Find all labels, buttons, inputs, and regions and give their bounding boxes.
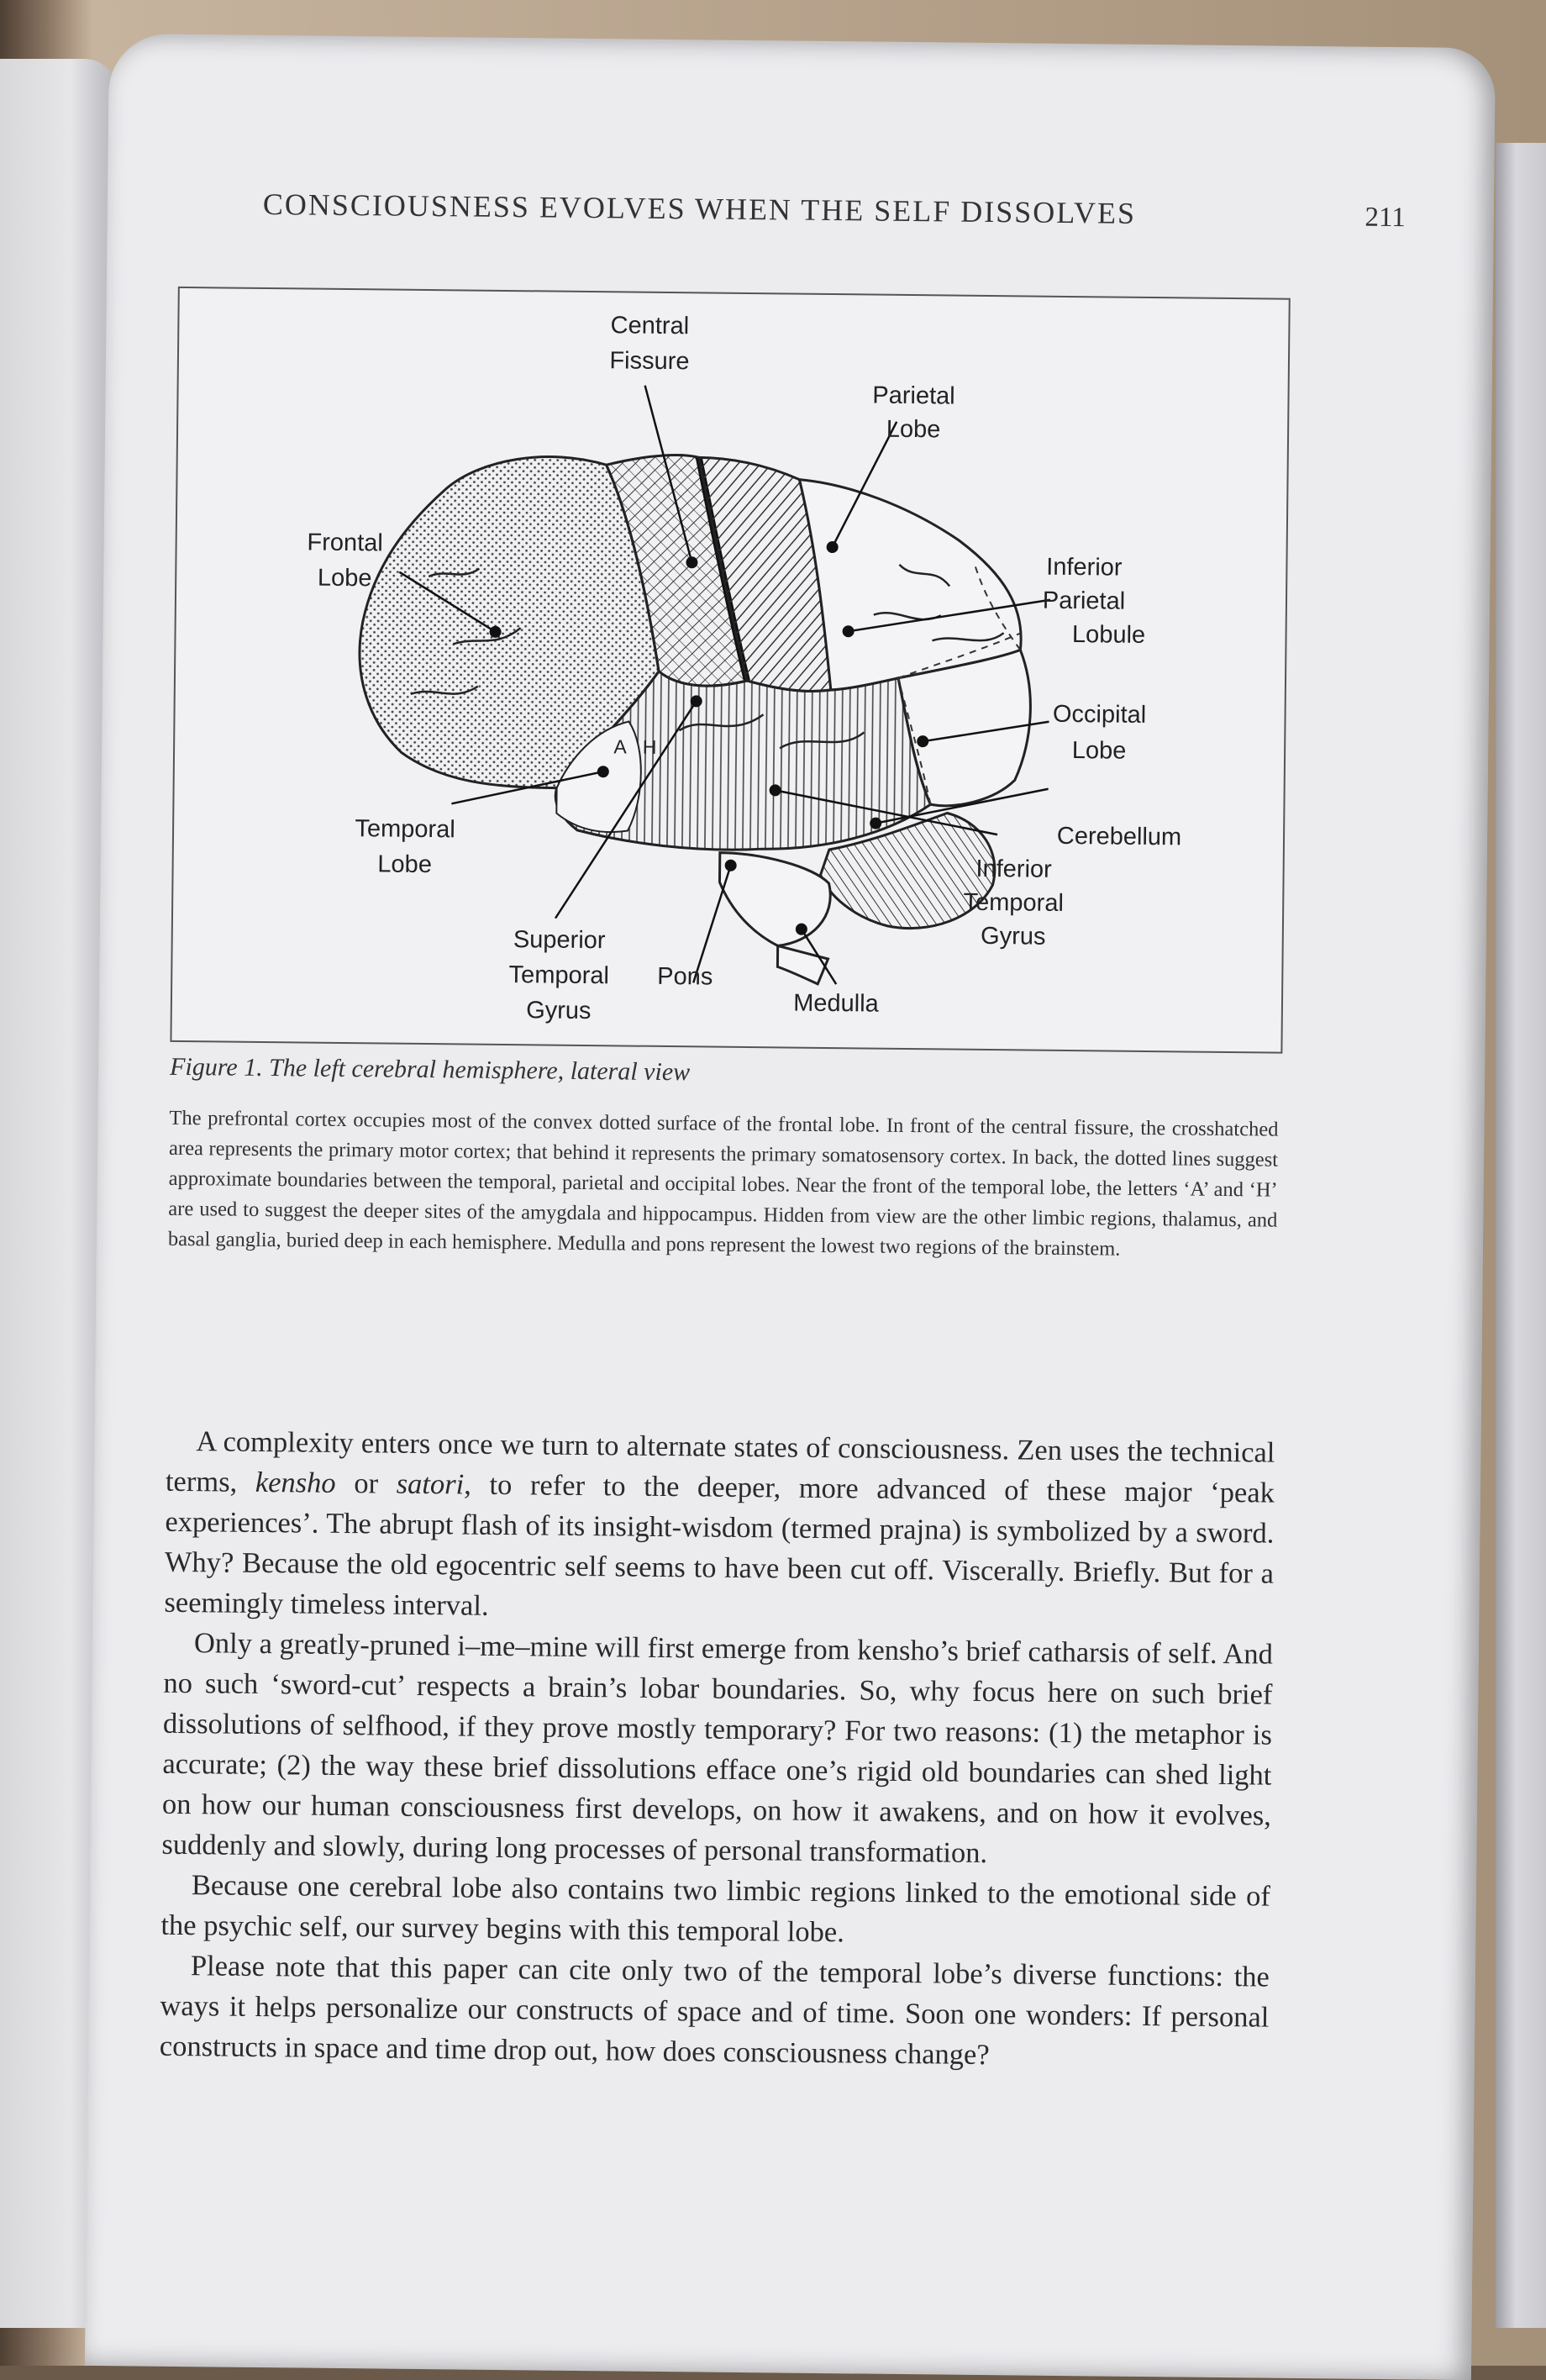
- paragraph-1-text-c: , to refer to the deeper, more advanced of these major ‘peak experiences’. The abrupt flash of its insight-wisdom (termed prajna) is symbolized by a sword. Why? Because the old egocentric self seems to have been cut off. Viscerally. Briefly. But for a seemingly timeless interval.: [164, 1468, 1275, 1622]
- label-occipital-lobe-1: Occipital: [1052, 700, 1147, 729]
- letter-a-amygdala: A: [613, 735, 627, 758]
- label-central-fissure-2: Fissure: [609, 347, 690, 376]
- label-inferior-parietal-2: Parietal: [1042, 587, 1126, 615]
- running-head: [263, 187, 1406, 234]
- paragraph-2: Only a greatly-pruned i–me–mine will first emerge from kensho’s brief catharsis of self. And no such ‘sword-cut’ respects a brain’s lobar boundaries. So, why focus here on such brief dissolutions of selfhood, if they prove mostly temporary? For two reasons: (1) the metaphor is accurate; (2) the way these brief dissolutions efface one’s rigid old boundaries can shed light on how our human consciousness first develops, on how it awakens, and on how it evolves, suddenly and slowly, during long processes of personal transformation.: [161, 1627, 1274, 1870]
- label-superior-temporal-2: Temporal: [508, 961, 610, 990]
- label-medulla: Medulla: [793, 989, 879, 1018]
- label-inferior-parietal-3: Lobule: [1071, 621, 1146, 649]
- label-superior-temporal-1: Superior: [513, 926, 606, 955]
- figure-frame: [170, 287, 1290, 1054]
- label-inferior-parietal-1: Inferior: [1046, 553, 1123, 582]
- right-book-edge: [1496, 143, 1546, 2328]
- paragraph-4: Please note that this paper can cite only two of the temporal lobe’s diverse functions: the ways it helps personalize our constructs of space and of time. Soon one wonders: If personal constructs in space and time drop out, how does consciousness change?: [159, 1950, 1270, 2072]
- running-title: CONSCIOUSNESS EVOLVES WHEN THE SELF DISSOLVES: [262, 187, 1137, 230]
- label-cerebellum: Cerebellum: [1056, 822, 1182, 851]
- label-inferior-temporal-2: Temporal: [963, 888, 1065, 917]
- brain-diagram: [171, 288, 1288, 1052]
- label-pons: Pons: [657, 962, 713, 991]
- label-frontal-lobe-2: Lobe: [317, 564, 372, 592]
- paragraph-1: [164, 1421, 1275, 1635]
- paragraph-3: Because one cerebral lobe also contains two limbic regions linked to the emotional side of the psychic self, our survey begins with this temporal lobe.: [160, 1869, 1271, 1949]
- page-number: 211: [1365, 202, 1406, 234]
- book-page: [85, 34, 1496, 2380]
- medulla-region: [777, 945, 828, 984]
- label-inferior-temporal-1: Inferior: [975, 855, 1052, 883]
- figure-caption: Figure 1. The left cerebral hemisphere, lateral view: [169, 1052, 691, 1087]
- body-text: [160, 1421, 1275, 2078]
- label-temporal-lobe-1: Temporal: [355, 815, 455, 844]
- paragraph-1-text-b: or: [335, 1466, 397, 1500]
- label-inferior-temporal-3: Gyrus: [980, 922, 1046, 950]
- label-frontal-lobe-1: Frontal: [307, 529, 383, 557]
- term-kensho: kensho: [255, 1466, 336, 1499]
- label-central-fissure-1: Central: [610, 312, 690, 340]
- label-parietal-lobe-2: Lobe: [886, 415, 941, 444]
- label-occipital-lobe-2: Lobe: [1071, 737, 1127, 765]
- label-parietal-lobe-1: Parietal: [872, 382, 955, 410]
- figure-note: The prefrontal cortex occupies most of the convex dotted surface of the frontal lobe. In front of the central fissure, the crosshatched area represents the primary motor cortex; that behind it represents the primary somatosensory cortex. In back, the dotted lines suggest approximate boundaries between the temporal, parietal and occipital lobes. Near the front of the temporal lobe, the letters ‘A’ and ‘H’ are used to suggest the deeper sites of the amygdala and hippocampus. Hidden from view are the other limbic regions, thalamus, and basal ganglia, buried deep in each hemisphere. Medulla and pons represent the lowest two regions of the brainstem.: [167, 1106, 1279, 1261]
- paragraph-1-text-a: A complexity enters once we turn to alternate states of consciousness. Zen uses the technical terms,: [165, 1425, 1275, 1498]
- letter-h-hippocampus: H: [642, 735, 657, 758]
- label-superior-temporal-3: Gyrus: [526, 997, 592, 1025]
- term-satori: satori: [396, 1467, 465, 1501]
- label-temporal-lobe-2: Lobe: [377, 850, 433, 879]
